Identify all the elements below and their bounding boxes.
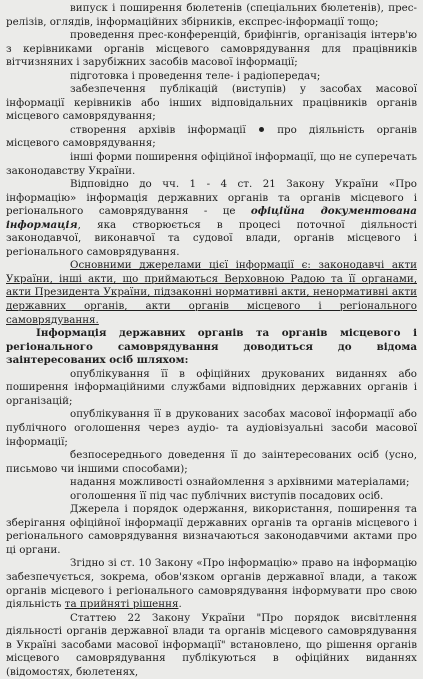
archives-text-start: створення архівів інформації bbox=[70, 123, 246, 136]
paragraph-archives bbox=[6, 124, 417, 151]
decisions-made-underlined: та прийняті рішення bbox=[64, 598, 179, 611]
paragraph-other-forms: інші форми поширення офіційної інформації, що не суперечать законодавству України. bbox=[6, 151, 417, 177]
official-documented-info-term: офіційна документована інформація bbox=[6, 205, 417, 231]
article-10-text-end: . bbox=[178, 598, 182, 611]
archives-text-end: про діяльність органів місцевого самоврядування; bbox=[6, 123, 417, 150]
paragraph-sources-procedure: Джерела і порядок одержання, використання, поширення та зберігання офіційної інформації державних органів та органів місцевого і регіонального самоврядування визначаються законодавчими актами про ці органи. bbox=[6, 503, 417, 556]
article-21-text-end: , яка створюється в процесі поточної діяльності законодавчої, виконавчої та судової влади, органів місцевого і регіонального самоврядування. bbox=[6, 218, 417, 258]
paragraph-main-sources: Основними джерелами цієї інформації є: законодавчі акти України, інші акти, що приймаються Верховною Радою та її органами, акти Президента України, підзаконні нормативні акти, ненормативні акти державних органів, акти органів місцевого і регіонального самоврядування. bbox=[6, 259, 417, 326]
paragraph-direct-delivery: безпосереднього доведення її до заінтересованих осіб (усно, письмово чи іншими способами); bbox=[6, 449, 417, 475]
paragraph-brought-to-attention-heading: Інформація державних органів та органів місцевого і регіонального самоврядування доводиться до відома заінтересованих осіб шляхом: bbox=[6, 327, 417, 367]
paragraph-public-speeches: оголошення її під час публічних виступів посадових осіб. bbox=[70, 489, 384, 502]
pen-dot-mark bbox=[259, 127, 264, 132]
paragraph-article-10 bbox=[6, 557, 417, 611]
article-21-text-start: Відповідно до чч. 1 - 4 ст. 21 Закону України «Про інформацію» інформація державних органів та органів місцевого і регіонального самоврядування - це bbox=[6, 178, 417, 218]
article-10-text-start: Згідно зі ст. 10 Закону «Про інформацію» право на інформацію забезпечується, зокрема, обов'язком органів державної влади, а також органів місцевого і регіонального самоврядування інформувати про свою діяльність bbox=[6, 557, 417, 611]
paragraph-tv-radio: підготовка і проведення теле- і радіопередач; bbox=[70, 69, 321, 82]
paragraph-press-conferences: проведення прес-конференцій, брифінгів, організація інтерв'ю з керівниками органів місцевого самоврядування для працівників вітчизняних і зарубіжних засобів масової інформації; bbox=[6, 29, 417, 69]
paragraph-bulletins: випуск і поширення бюлетенів (спеціальних бюлетенів), прес-релізів, оглядів, інформаційних збірників, експрес-інформації тощо; bbox=[6, 2, 417, 28]
paragraph-archive-access: надання можливості ознайомлення з архівними матеріалами; bbox=[70, 476, 410, 489]
paragraph-publications: забезпечення публікацій (виступів) у засобах масової інформації керівників або інших відповідальних працівників органів місцевого самоврядування; bbox=[6, 83, 417, 123]
paragraph-mass-media: опублікування її в друкованих засобах масової інформації або публічного оголошення через аудіо- та аудіовізуальні засоби масової інформації; bbox=[6, 408, 417, 448]
paragraph-official-print: опублікування її в офіційних друкованих виданнях або поширення інформаційними службами відповідних державних органів і організацій; bbox=[6, 367, 417, 407]
paragraph-article-21 bbox=[6, 178, 417, 259]
paragraph-article-22: Статтею 22 Закону України "Про порядок висвітлення діяльності органів державної влади та органів місцевого самоврядування в Україні засобами масової інформації" встановлено, що рішення органів місцевого самоврядування публікуються в офіційних виданнях (відомостях, бюлетенях, bbox=[6, 611, 417, 678]
